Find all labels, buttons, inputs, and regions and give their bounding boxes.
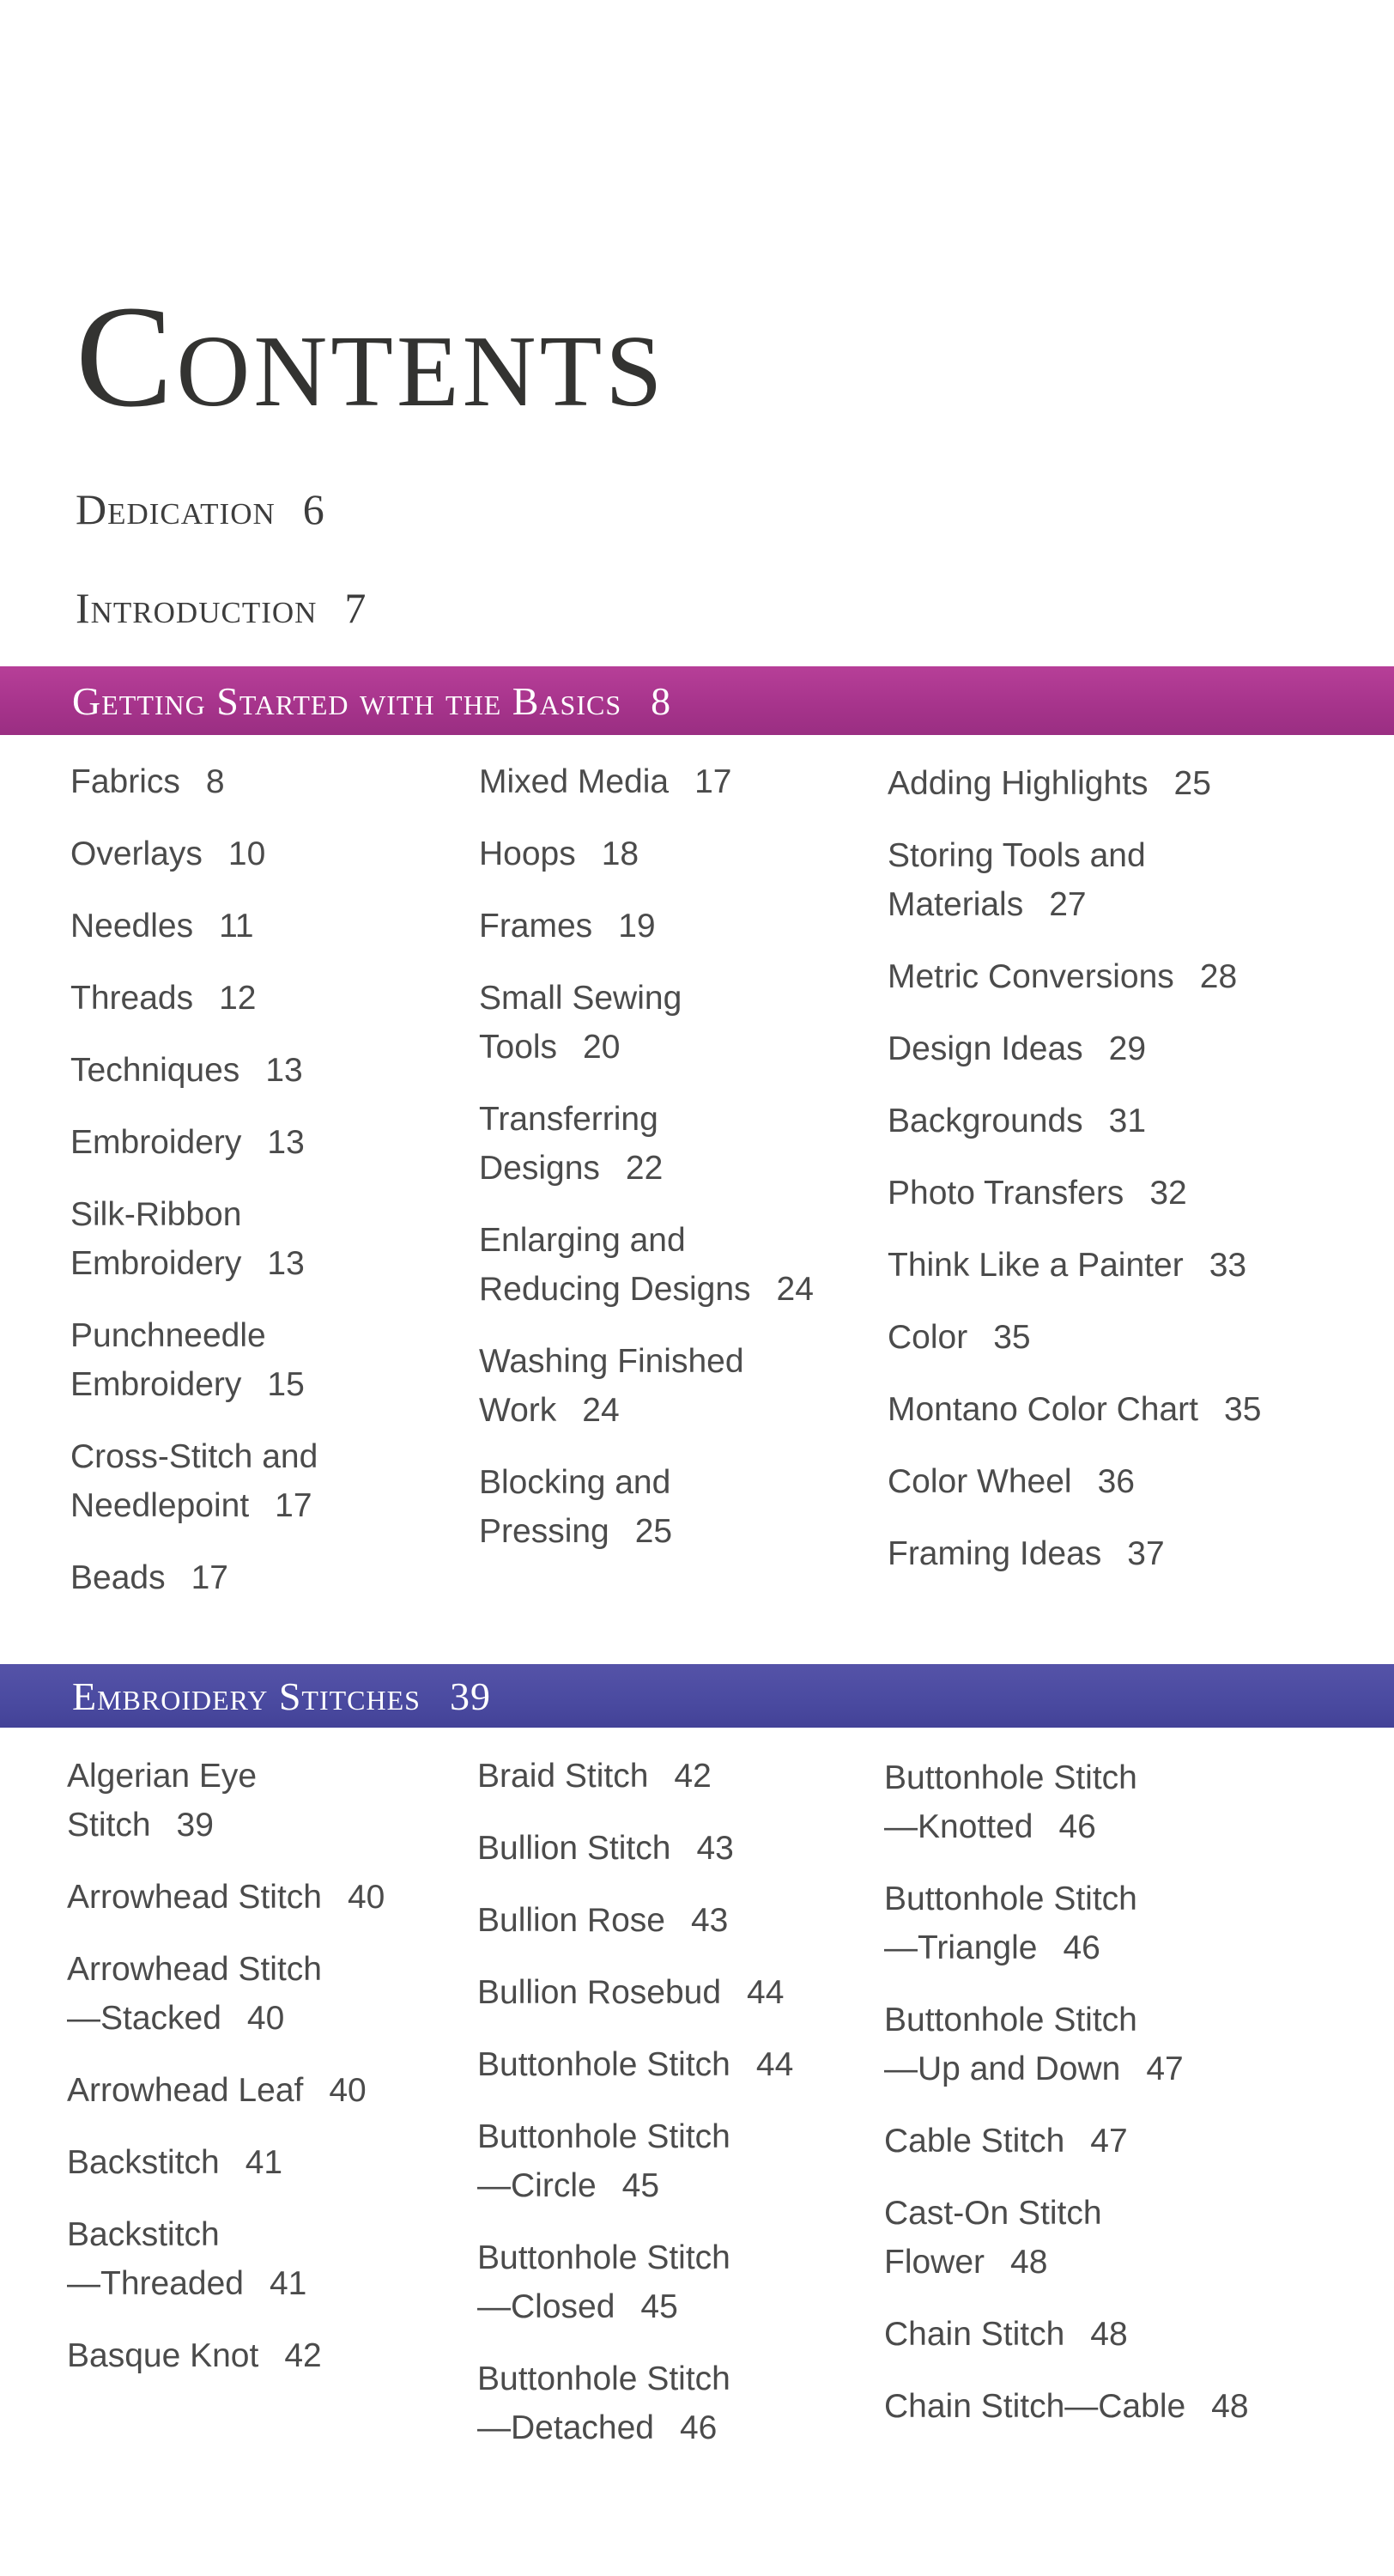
toc-entry[interactable] [888,1313,1291,1362]
toc-entry-label: —Closed [477,2288,615,2325]
toc-entry-page: 7 [344,584,367,632]
toc-entry[interactable] [67,2138,470,2187]
toc-column [888,759,1291,1601]
toc-entry-label: Framing Ideas [888,1535,1102,1572]
toc-entry-label: Color Wheel [888,1463,1072,1500]
toc-entry-page: 46 [1058,1808,1096,1845]
toc-entry[interactable] [70,829,474,878]
toc-entry-label: Overlays [70,835,203,872]
toc-entry-label: Designs [479,1150,600,1187]
toc-entry-page: 18 [601,835,639,872]
toc-column [884,1753,1288,2454]
toc-entry[interactable] [884,2310,1288,2359]
toc-entry-page: 40 [347,1879,385,1916]
toc-entry-page: 13 [267,1245,305,1282]
toc-entry-label: Pressing [479,1513,609,1550]
toc-entry[interactable] [477,1824,881,1873]
toc-entry-page: 6 [302,485,325,533]
toc-entry[interactable] [67,1873,470,1922]
toc-entry-label: Stitch [67,1807,151,1844]
toc-entry-page: 45 [621,2167,660,2204]
toc-entry-label: Embroidery [70,1366,242,1403]
toc-entry-page: 39 [176,1807,214,1844]
toc-entry-page: 41 [245,2144,283,2181]
toc-entry-label: Dedication [76,485,276,533]
toc-entry[interactable] [70,1190,474,1288]
toc-entry-label: Cross-Stitch and [70,1438,318,1475]
toc-entry[interactable] [477,2112,881,2210]
toc-entry-page: 28 [1199,958,1238,995]
toc-entry[interactable] [479,1458,882,1556]
toc-entry-label: Arrowhead Stitch [67,1879,322,1916]
toc-entry-label: Techniques [70,1052,240,1089]
toc-entry[interactable] [888,1024,1291,1073]
toc-entry-page: 13 [265,1052,303,1089]
toc-entry-label: Buttonhole Stitch [477,2360,730,2397]
toc-entry[interactable] [67,2066,470,2115]
toc-entry-page: 17 [275,1487,312,1524]
toc-entry[interactable] [884,1753,1288,1851]
toc-entry[interactable] [884,2382,1288,2431]
toc-entry-label: Bullion Stitch [477,1830,671,1867]
toc-entry-page: 41 [269,2265,307,2302]
toc-entry[interactable] [884,2189,1288,2287]
toc-entry-page: 37 [1127,1535,1165,1572]
toc-entry-page: 42 [674,1758,712,1795]
toc-entry-page: 8 [205,763,225,800]
section-page: 8 [651,678,672,723]
toc-entry-page: 32 [1149,1175,1187,1212]
section-heading: Getting Started with the Basics [72,678,622,723]
toc-entry-page: 40 [246,2000,285,2037]
toc-entry-page: 46 [1063,1929,1100,1966]
toc-entry-page: 40 [329,2072,367,2109]
toc-entry-label: Arrowhead Leaf [67,2072,304,2109]
section-heading: Embroidery Stitches [72,1674,421,1718]
toc-entry-label: Backstitch [67,2144,220,2181]
toc-entry-label: Buttonhole Stitch [884,2002,1137,2038]
toc-entry-page: 29 [1108,1030,1147,1067]
section-header-stitches[interactable] [0,1664,1394,1728]
toc-entry-page: 13 [267,1124,305,1161]
toc-column [67,1752,470,2403]
toc-entry-label: Color [888,1319,968,1356]
toc-entry-label: Needles [70,908,194,945]
toc-entry-page: 35 [993,1319,1031,1356]
toc-column [477,1752,881,2476]
toc-entry[interactable] [70,1432,474,1530]
toc-entry-label: —Stacked [67,2000,221,2037]
toc-entry-page: 35 [1224,1391,1262,1428]
toc-entry[interactable] [477,1752,881,1801]
toc-entry-label: —Triangle [884,1929,1038,1966]
toc-entry-label: Buttonhole Stitch [477,2118,730,2155]
toc-entry[interactable] [479,1337,882,1435]
toc-entry-label: —Detached [477,2409,654,2446]
toc-entry[interactable] [70,1118,474,1167]
toc-entry-page: 19 [618,908,656,945]
toc-entry[interactable] [888,1385,1291,1434]
toc-entry-label: Adding Highlights [888,765,1149,802]
toc-entry[interactable] [884,1996,1288,2093]
toc-entry-label: —Up and Down [884,2050,1121,2087]
toc-entry-label: Buttonhole Stitch [477,2046,730,2083]
toc-entry-label: Threads [70,980,194,1017]
toc-entry[interactable] [888,1241,1291,1290]
toc-entry-label: Buttonhole Stitch [884,1880,1137,1917]
toc-entry-page: 11 [219,908,254,945]
toc-entry[interactable] [477,1896,881,1945]
toc-entry[interactable] [70,902,474,951]
toc-entry-label: Materials [888,886,1024,923]
toc-entry-label: Blocking and [479,1464,671,1501]
toc-entry[interactable] [70,974,474,1023]
toc-entry-introduction[interactable] [76,584,367,632]
toc-entry-label: Small Sewing [479,980,682,1017]
toc-entry[interactable] [479,757,882,806]
toc-entry-label: Chain Stitch—Cable [884,2388,1186,2425]
toc-entry-page: 24 [776,1271,814,1308]
toc-entry-page: 10 [227,835,266,872]
toc-entry[interactable] [70,1553,474,1602]
toc-entry-label: Backstitch [67,2216,220,2253]
toc-entry-page: 33 [1209,1247,1247,1284]
toc-entry-label: Frames [479,908,593,945]
toc-entry-label: Enlarging and [479,1222,686,1259]
toc-entry-label: Washing Finished [479,1343,744,1380]
toc-entry-label: Reducing Designs [479,1271,751,1308]
toc-entry-page: 43 [696,1830,734,1867]
toc-entry-page: 31 [1108,1103,1147,1139]
toc-entry[interactable] [479,902,882,951]
toc-entry-page: 48 [1211,2388,1249,2425]
section-page: 39 [449,1674,491,1718]
toc-entry-page: 22 [625,1150,664,1187]
toc-entry[interactable] [888,759,1291,808]
toc-entry[interactable] [477,1968,881,2017]
toc-entry-label: Bullion Rosebud [477,1974,722,2011]
toc-entry-label: Buttonhole Stitch [884,1759,1137,1796]
toc-entry-label: Photo Transfers [888,1175,1124,1212]
toc-entry-label: Think Like a Painter [888,1247,1184,1284]
toc-entry-label: Algerian Eye [67,1758,258,1795]
toc-entry-label: Embroidery [70,1124,242,1161]
toc-entry-label: Bullion Rose [477,1902,665,1939]
toc-entry-label: Beads [70,1559,166,1596]
toc-entry-page: 24 [582,1392,620,1429]
toc-entry-page: 20 [583,1029,621,1066]
toc-entry-page: 25 [1173,765,1211,802]
toc-entry[interactable] [888,1169,1291,1218]
toc-entry[interactable] [888,952,1291,1001]
toc-entry[interactable] [479,974,882,1072]
toc-column [70,757,474,1625]
toc-entry-label: Hoops [479,835,576,872]
toc-entry-page: 45 [640,2288,678,2325]
toc-entry[interactable] [884,2117,1288,2166]
toc-entry-label: Flower [884,2244,985,2281]
toc-entry-label: Mixed Media [479,763,670,800]
toc-entry[interactable] [888,831,1291,929]
toc-entry-label: Backgrounds [888,1103,1083,1139]
toc-entry-page: 27 [1049,886,1087,923]
toc-entry[interactable] [67,2210,470,2308]
toc-entry-label: —Threaded [67,2265,244,2302]
toc-entry-label: Braid Stitch [477,1758,649,1795]
toc-entry-label: Cast-On Stitch [884,2195,1102,2232]
toc-entry[interactable] [67,2331,470,2380]
toc-entry[interactable] [70,757,474,806]
toc-entry-label: Transferring [479,1101,658,1138]
toc-entry-page: 25 [634,1513,673,1550]
toc-entry[interactable] [479,1216,882,1314]
toc-entry[interactable] [888,1097,1291,1145]
toc-entry-page: 46 [679,2409,718,2446]
toc-entry[interactable] [70,1046,474,1095]
toc-entry-page: 43 [690,1902,729,1939]
toc-entry-page: 17 [694,763,732,800]
toc-entry[interactable] [67,1752,470,1850]
toc-entry-page: 47 [1090,2123,1128,2160]
toc-entry-label: Chain Stitch [884,2316,1065,2353]
toc-entry-label: Storing Tools and [888,837,1146,874]
toc-entry[interactable] [479,1095,882,1193]
toc-entry-label: —Circle [477,2167,597,2204]
toc-entry-page: 44 [755,2046,794,2083]
toc-column [479,757,882,1579]
toc-entry-page: 42 [284,2337,322,2374]
toc-entry-label: Arrowhead Stitch [67,1951,322,1988]
toc-entry[interactable] [67,1945,470,2043]
toc-entry[interactable] [477,2354,881,2452]
toc-entry[interactable] [70,1311,474,1409]
toc-entry-label: Buttonhole Stitch [477,2239,730,2276]
toc-entry-label: Work [479,1392,557,1429]
toc-entry-label: Needlepoint [70,1487,250,1524]
toc-entry-label: —Knotted [884,1808,1033,1845]
toc-entry-page: 15 [267,1366,305,1403]
toc-entry-dedication[interactable] [76,485,325,533]
toc-entry[interactable] [479,829,882,878]
toc-entry-label: Basque Knot [67,2337,259,2374]
toc-entry[interactable] [888,1457,1291,1506]
toc-entry-page: 17 [191,1559,228,1596]
toc-entry-label: Cable Stitch [884,2123,1065,2160]
toc-entry-page: 44 [747,1974,785,2011]
toc-entry-label: Silk-Ribbon [70,1196,242,1233]
section-header-basics[interactable] [0,666,1394,735]
page-title: Contents [76,276,666,437]
toc-entry[interactable] [477,2040,881,2089]
toc-entry-label: Metric Conversions [888,958,1174,995]
toc-entry[interactable] [477,2233,881,2331]
toc-entry-page: 48 [1090,2316,1128,2353]
toc-entry[interactable] [888,1529,1291,1578]
toc-entry-label: Punchneedle [70,1317,266,1354]
toc-entry-label: Introduction [76,584,318,632]
toc-entry-page: 47 [1146,2050,1184,2087]
toc-entry-page: 12 [219,980,257,1017]
toc-entry-label: Design Ideas [888,1030,1083,1067]
toc-entry-label: Tools [479,1029,558,1066]
toc-entry-label: Fabrics [70,763,180,800]
toc-entry-label: Montano Color Chart [888,1391,1199,1428]
toc-entry-label: Embroidery [70,1245,242,1282]
toc-entry-page: 48 [1010,2244,1048,2281]
toc-entry-page: 36 [1097,1463,1135,1500]
toc-entry[interactable] [884,1874,1288,1972]
